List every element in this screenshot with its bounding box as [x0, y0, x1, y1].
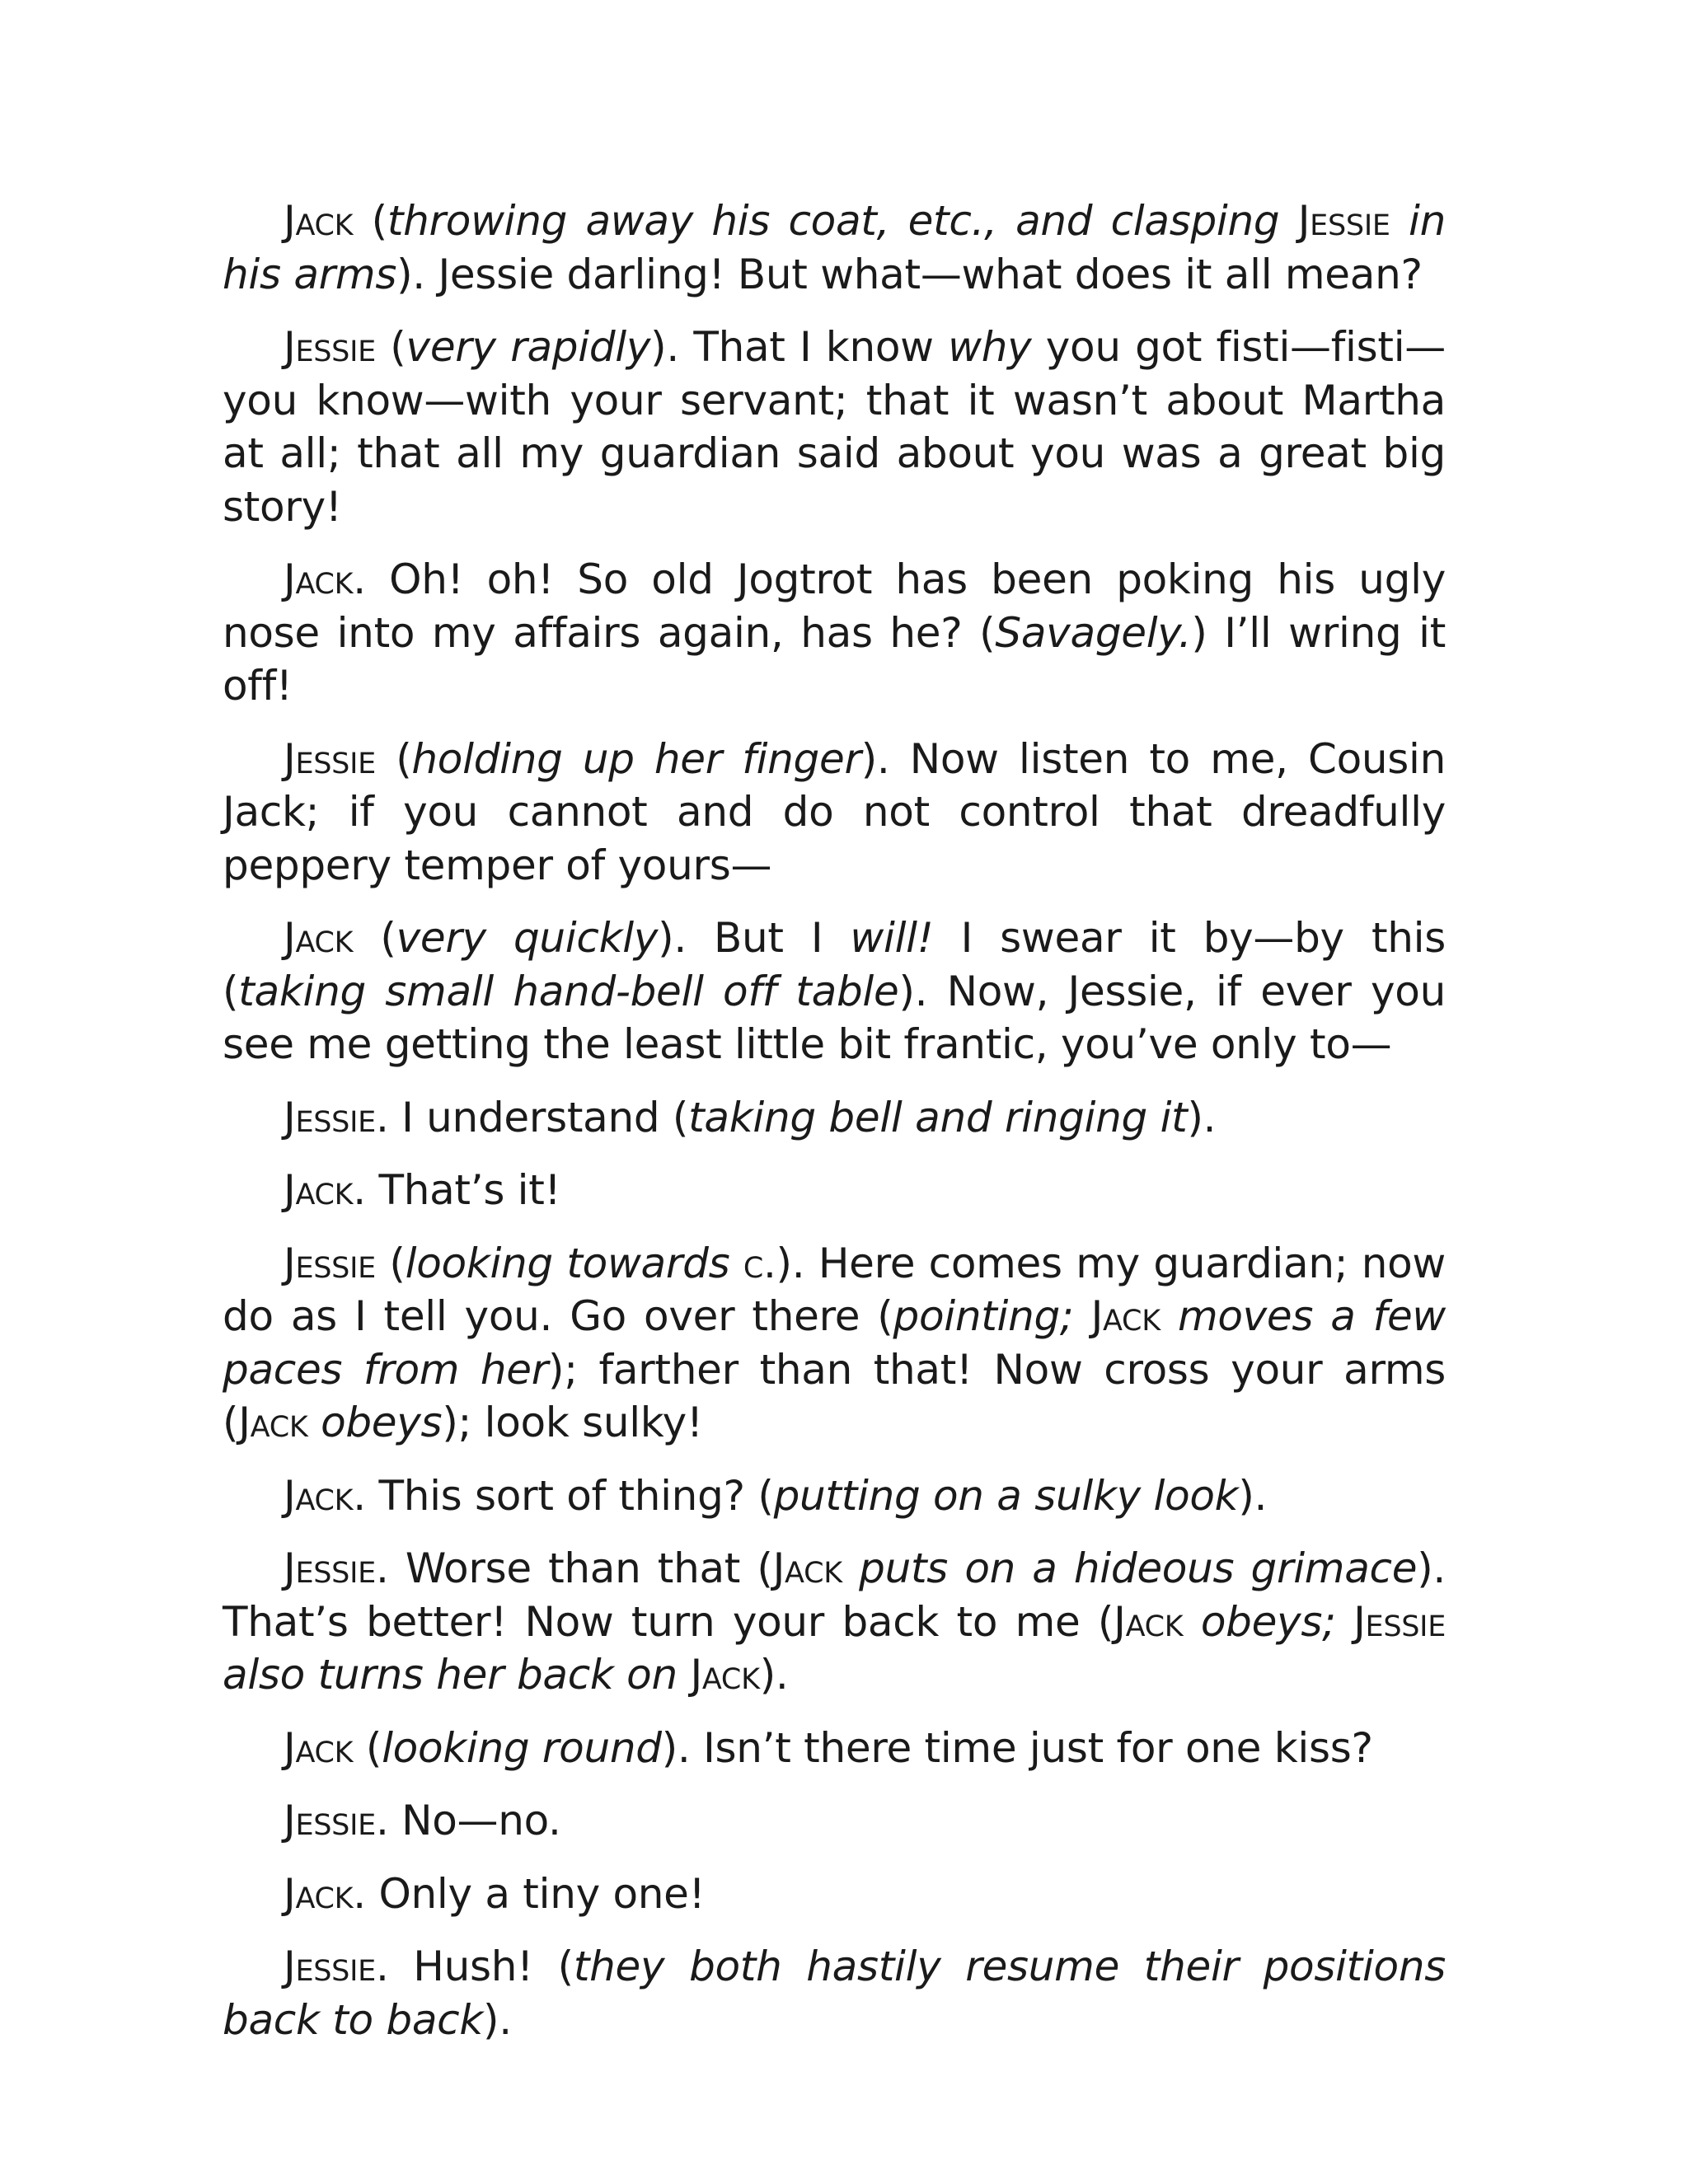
dialogue-paragraph — [223, 1091, 1446, 1145]
stage-direction: pointing; — [893, 1292, 1074, 1340]
dialogue-text: . Hush! ( — [375, 1943, 574, 1990]
dialogue-text: ). — [759, 1651, 789, 1699]
speaker-name: Jack — [284, 197, 354, 245]
speaker-name: c. — [743, 1239, 776, 1287]
dialogue-paragraph — [223, 194, 1446, 301]
stage-direction: very rapidly — [406, 323, 651, 371]
dialogue-text: ). — [1187, 1093, 1217, 1141]
stage-direction: in his arms — [223, 197, 1447, 298]
dialogue-text: ). Jessie darling! But what—what does it all mean? — [396, 250, 1423, 298]
stage-direction: throwing away his coat, etc., and clasping — [387, 197, 1280, 245]
script-page — [223, 194, 1446, 2066]
dialogue-text: . Oh! oh! So old Jogtrot has been poking his ugly nose into my affairs again, has he? ( — [223, 555, 1446, 657]
dialogue-text — [307, 1399, 321, 1446]
dialogue-text: ); look sulky! — [442, 1399, 703, 1446]
dialogue-text: . That’s it! — [353, 1166, 561, 1214]
dialogue-paragraph — [223, 321, 1446, 533]
dialogue-text — [678, 1651, 691, 1699]
dialogue-text: ). Now listen to me, Cousin Jack; if you cannot and do not control that dreadfully peppery temper of yours— — [223, 734, 1446, 889]
dialogue-paragraph — [223, 1722, 1446, 1775]
dialogue-text — [1390, 197, 1409, 245]
dialogue-paragraph — [223, 1469, 1446, 1523]
stage-direction: looking towards — [405, 1239, 730, 1287]
speaker-name: Jack — [284, 1166, 354, 1214]
dialogue-paragraph — [223, 1164, 1446, 1217]
stage-direction: puts on a hideous grimace — [859, 1544, 1418, 1592]
stage-direction: holding up her finger — [411, 734, 861, 783]
stage-direction: they both hastily resume their positions back to back — [223, 1943, 1446, 2044]
dialogue-text: . No—no. — [375, 1797, 561, 1844]
dialogue-text: ( — [353, 914, 396, 962]
dialogue-text: ). But I — [658, 914, 851, 962]
dialogue-text — [1183, 1598, 1200, 1646]
dialogue-text — [729, 1240, 743, 1287]
stage-direction: taking bell and ringing it — [688, 1093, 1188, 1141]
dialogue-paragraph — [223, 912, 1446, 1071]
dialogue-text: ). That I know — [650, 323, 949, 371]
stage-direction: why — [948, 323, 1032, 371]
speaker-name: Jack — [1090, 1292, 1160, 1340]
speaker-name: Jessie — [284, 323, 376, 371]
dialogue-text: ( — [353, 1723, 382, 1772]
dialogue-text: . Only a tiny one! — [353, 1869, 706, 1918]
speaker-name: Jessie — [284, 734, 376, 783]
stage-direction: obeys; — [1200, 1597, 1336, 1646]
speaker-name: Jessie — [284, 1239, 376, 1287]
dialogue-text: I swear it by—by this ( — [223, 914, 1446, 1015]
dialogue-text: . I understand ( — [375, 1093, 689, 1141]
dialogue-paragraph — [223, 733, 1446, 893]
dialogue-text — [842, 1544, 859, 1592]
stage-direction: looking round — [382, 1723, 662, 1772]
speaker-name: Jack — [284, 1869, 354, 1918]
dialogue-text: ) I’ll wring it off! — [223, 608, 1446, 710]
dialogue-text: ). Now, Jessie, if ever you see me getting the least little bit frantic, you’ve only to— — [223, 967, 1446, 1068]
dialogue-text: . Worse than that ( — [375, 1544, 773, 1592]
speaker-name: Jack — [284, 914, 354, 962]
stage-direction: obeys — [321, 1399, 443, 1446]
dialogue-text — [1279, 197, 1297, 245]
dialogue-paragraph — [223, 553, 1446, 713]
dialogue-paragraph — [223, 1542, 1446, 1702]
dialogue-paragraph — [223, 1940, 1446, 2046]
dialogue-text: you got fisti—fisti—you know—with your servant; that it wasn’t about Martha at all; that all my guardian said about you was a great big story! — [223, 323, 1446, 531]
dialogue-paragraph — [223, 1237, 1446, 1450]
speaker-name: Jessie — [284, 1943, 376, 1990]
stage-direction: taking small hand-bell off table — [238, 967, 899, 1015]
dialogue-text: ( — [375, 734, 412, 783]
speaker-name: Jessie — [1297, 197, 1390, 245]
speaker-name: Jessie — [284, 1797, 376, 1844]
stage-direction: very quickly — [396, 914, 659, 962]
dialogue-text: ). Isn’t there time just for one kiss? — [661, 1723, 1373, 1772]
speaker-name: Jessie — [284, 1093, 376, 1141]
stage-direction: Savagely. — [995, 608, 1192, 657]
dialogue-text — [1336, 1598, 1353, 1646]
dialogue-text: ( — [375, 323, 406, 371]
speaker-name: Jack — [284, 1723, 354, 1772]
speaker-name: Jessie — [284, 1544, 376, 1592]
dialogue-paragraph — [223, 1794, 1446, 1848]
speaker-name: Jessie — [1353, 1597, 1447, 1646]
stage-direction: moves a few paces from her — [223, 1292, 1447, 1394]
dialogue-text: ( — [375, 1239, 406, 1287]
speaker-name: Jack — [284, 555, 354, 603]
stage-direction: will! — [850, 914, 934, 962]
dialogue-text: ). — [1238, 1471, 1268, 1520]
speaker-name: Jack — [690, 1651, 760, 1699]
dialogue-text — [1160, 1292, 1178, 1340]
dialogue-text: ( — [353, 197, 387, 245]
dialogue-text: ). Here comes my guardian; now do as I tell you. Go over there ( — [223, 1239, 1446, 1340]
stage-direction: also turns her back on — [223, 1651, 678, 1699]
dialogue-text: ); farther than that! Now cross your arms ( — [223, 1345, 1447, 1446]
speaker-name: Jack — [284, 1471, 354, 1520]
dialogue-text: ). — [483, 1995, 512, 2044]
speaker-name: Jack — [772, 1544, 842, 1592]
dialogue-text: . This sort of thing? ( — [353, 1471, 774, 1520]
speaker-name: Jack — [238, 1399, 308, 1446]
dialogue-paragraph — [223, 1868, 1446, 1921]
dialogue-text: ). That’s better! Now turn your back to me ( — [223, 1544, 1447, 1646]
stage-direction: putting on a sulky look — [773, 1471, 1239, 1520]
speaker-name: Jack — [1114, 1597, 1184, 1646]
dialogue-text — [1073, 1292, 1090, 1340]
